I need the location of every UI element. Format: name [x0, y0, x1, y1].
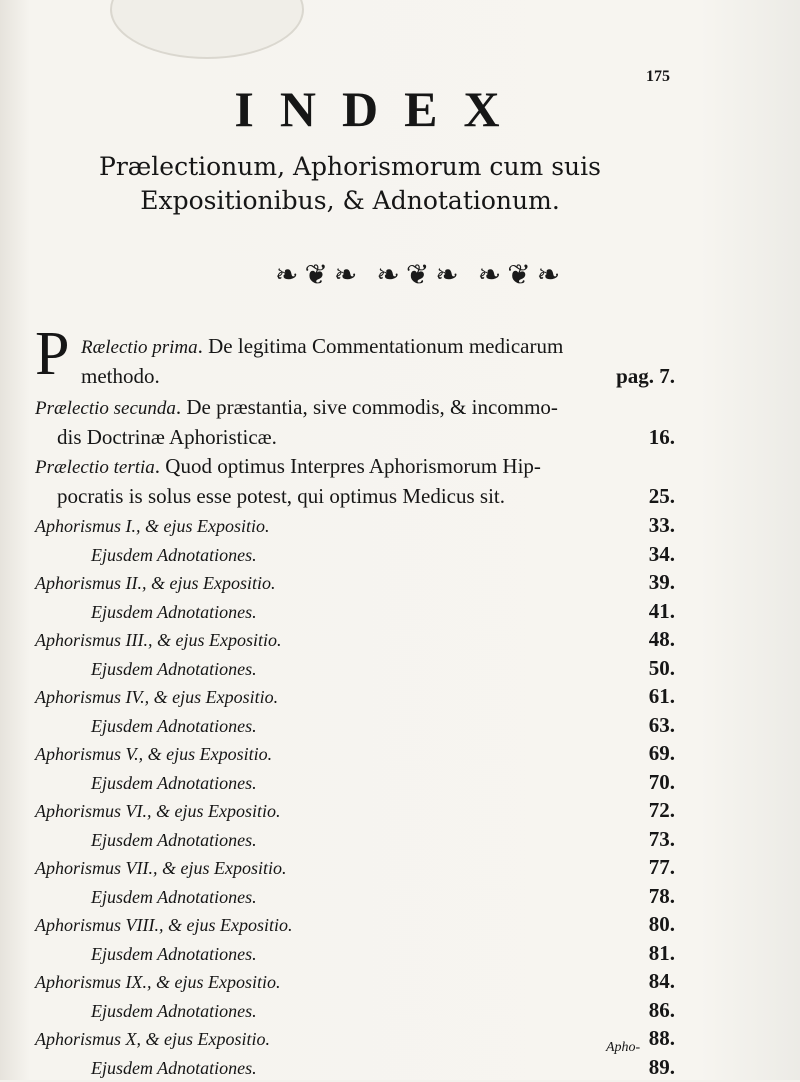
- index-list: [35, 332, 675, 1081]
- entry-page: 33.: [649, 511, 675, 540]
- index-entry-adnotationes: [35, 597, 675, 626]
- entry-page: pag. 7.: [616, 362, 675, 391]
- entry-text: Ejusdem Adnotationes.: [91, 997, 257, 1026]
- catchword: Apho-: [606, 1040, 640, 1056]
- entry-page: 77.: [649, 853, 675, 882]
- drop-cap: P: [35, 326, 69, 382]
- entry-lead: Prælectio tertia: [35, 457, 155, 478]
- entry-page: 69.: [649, 739, 675, 768]
- entry-text: Aphorismus VI., & ejus Expositio.: [35, 797, 281, 826]
- page-number: 175: [646, 68, 670, 86]
- entry-line: [81, 362, 675, 391]
- index-entry-adnotationes: [35, 540, 675, 569]
- entry-page: 70.: [649, 768, 675, 797]
- entry-lead: Rælectio prima: [81, 337, 198, 358]
- entry-line: [35, 452, 675, 482]
- index-entry-adnotationes: [35, 825, 675, 854]
- index-entry-lecture: [35, 452, 675, 511]
- entry-page: 50.: [649, 654, 675, 683]
- entry-page: 81.: [649, 939, 675, 968]
- entry-page: 39.: [649, 568, 675, 597]
- index-entry-adnotationes: [35, 768, 675, 797]
- entry-page: 78.: [649, 882, 675, 911]
- entry-page: 48.: [649, 625, 675, 654]
- entry-text: . Quod optimus Interpres Aphorismorum Hip-: [155, 454, 541, 478]
- entry-line: [81, 332, 675, 362]
- entry-text: . De legitima Commentationum medicarum: [198, 334, 564, 358]
- entry-page: 41.: [649, 597, 675, 626]
- entry-text: Aphorismus II., & ejus Expositio.: [35, 569, 276, 598]
- index-entry-lecture: [35, 393, 675, 452]
- entry-text: Ejusdem Adnotationes.: [91, 826, 257, 855]
- entry-line: [35, 482, 675, 511]
- entry-page: 84.: [649, 967, 675, 996]
- index-entry-aphorism: [35, 1024, 675, 1053]
- entry-text: Ejusdem Adnotationes.: [91, 1054, 257, 1082]
- entry-text: Aphorismus IV., & ejus Expositio.: [35, 683, 278, 712]
- index-entry-adnotationes: [35, 654, 675, 683]
- entry-text: Ejusdem Adnotationes.: [91, 598, 257, 627]
- entry-page: 89.: [649, 1053, 675, 1082]
- index-entry-adnotationes: [35, 882, 675, 911]
- entry-text: Ejusdem Adnotationes.: [91, 883, 257, 912]
- entry-text: Ejusdem Adnotationes.: [91, 541, 257, 570]
- index-entry-adnotationes: [35, 996, 675, 1025]
- entry-text: Aphorismus X, & ejus Expositio.: [35, 1025, 270, 1054]
- entry-page: 16.: [649, 423, 675, 452]
- entry-text: . De præstantia, sive commodis, & incommo-: [176, 395, 558, 419]
- index-entry-aphorism: [35, 511, 675, 540]
- entry-text: Aphorismus VII., & ejus Expositio.: [35, 854, 286, 883]
- entry-page: 72.: [649, 796, 675, 825]
- entry-page: 63.: [649, 711, 675, 740]
- page-title: INDEX: [20, 80, 740, 138]
- index-entry-aphorism: [35, 625, 675, 654]
- entry-page: 88.: [649, 1024, 675, 1053]
- entry-lead: Prælectio secunda: [35, 398, 176, 419]
- entry-text: dis Doctrinæ Aphoristicæ.: [57, 423, 277, 452]
- entry-line: [35, 393, 675, 423]
- entry-page: 80.: [649, 910, 675, 939]
- index-entry-aphorism: [35, 796, 675, 825]
- index-entry-adnotationes: [35, 711, 675, 740]
- index-entry-aphorism: [35, 568, 675, 597]
- index-entry-aphorism: [35, 910, 675, 939]
- entry-text: Ejusdem Adnotationes.: [91, 769, 257, 798]
- entry-page: 86.: [649, 996, 675, 1025]
- index-entry-aphorism: [35, 682, 675, 711]
- entry-page: 34.: [649, 540, 675, 569]
- entry-text: Aphorismus IX., & ejus Expositio.: [35, 968, 281, 997]
- index-entry-first-lecture: [35, 332, 675, 391]
- entry-text: Ejusdem Adnotationes.: [91, 940, 257, 969]
- entry-text: Ejusdem Adnotationes.: [91, 712, 257, 741]
- entry-page: 73.: [649, 825, 675, 854]
- entry-page: 61.: [649, 682, 675, 711]
- index-entry-adnotationes: [35, 1053, 675, 1082]
- fleuron-ornament: ❧❦❧ ❧❦❧ ❧❦❧: [275, 258, 566, 292]
- index-entry-adnotationes: [35, 939, 675, 968]
- entry-text: pocratis is solus esse potest, qui optimus Medicus sit.: [57, 482, 505, 511]
- index-entry-aphorism: [35, 853, 675, 882]
- entry-text: Aphorismus I., & ejus Expositio.: [35, 512, 270, 541]
- entry-text: Aphorismus III., & ejus Expositio.: [35, 626, 281, 655]
- entry-page: 25.: [649, 482, 675, 511]
- entry-line: [35, 423, 675, 452]
- index-entry-aphorism: [35, 967, 675, 996]
- entry-text: methodo.: [81, 362, 160, 391]
- page-subtitle: Prælectionum, Aphorismorum cum suis Expositionibus, & Adnotationum.: [40, 150, 660, 218]
- paper-stain: [110, 0, 304, 59]
- entry-text: Aphorismus V., & ejus Expositio.: [35, 740, 272, 769]
- entry-text: Aphorismus VIII., & ejus Expositio.: [35, 911, 292, 940]
- entry-text: Ejusdem Adnotationes.: [91, 655, 257, 684]
- index-entry-aphorism: [35, 739, 675, 768]
